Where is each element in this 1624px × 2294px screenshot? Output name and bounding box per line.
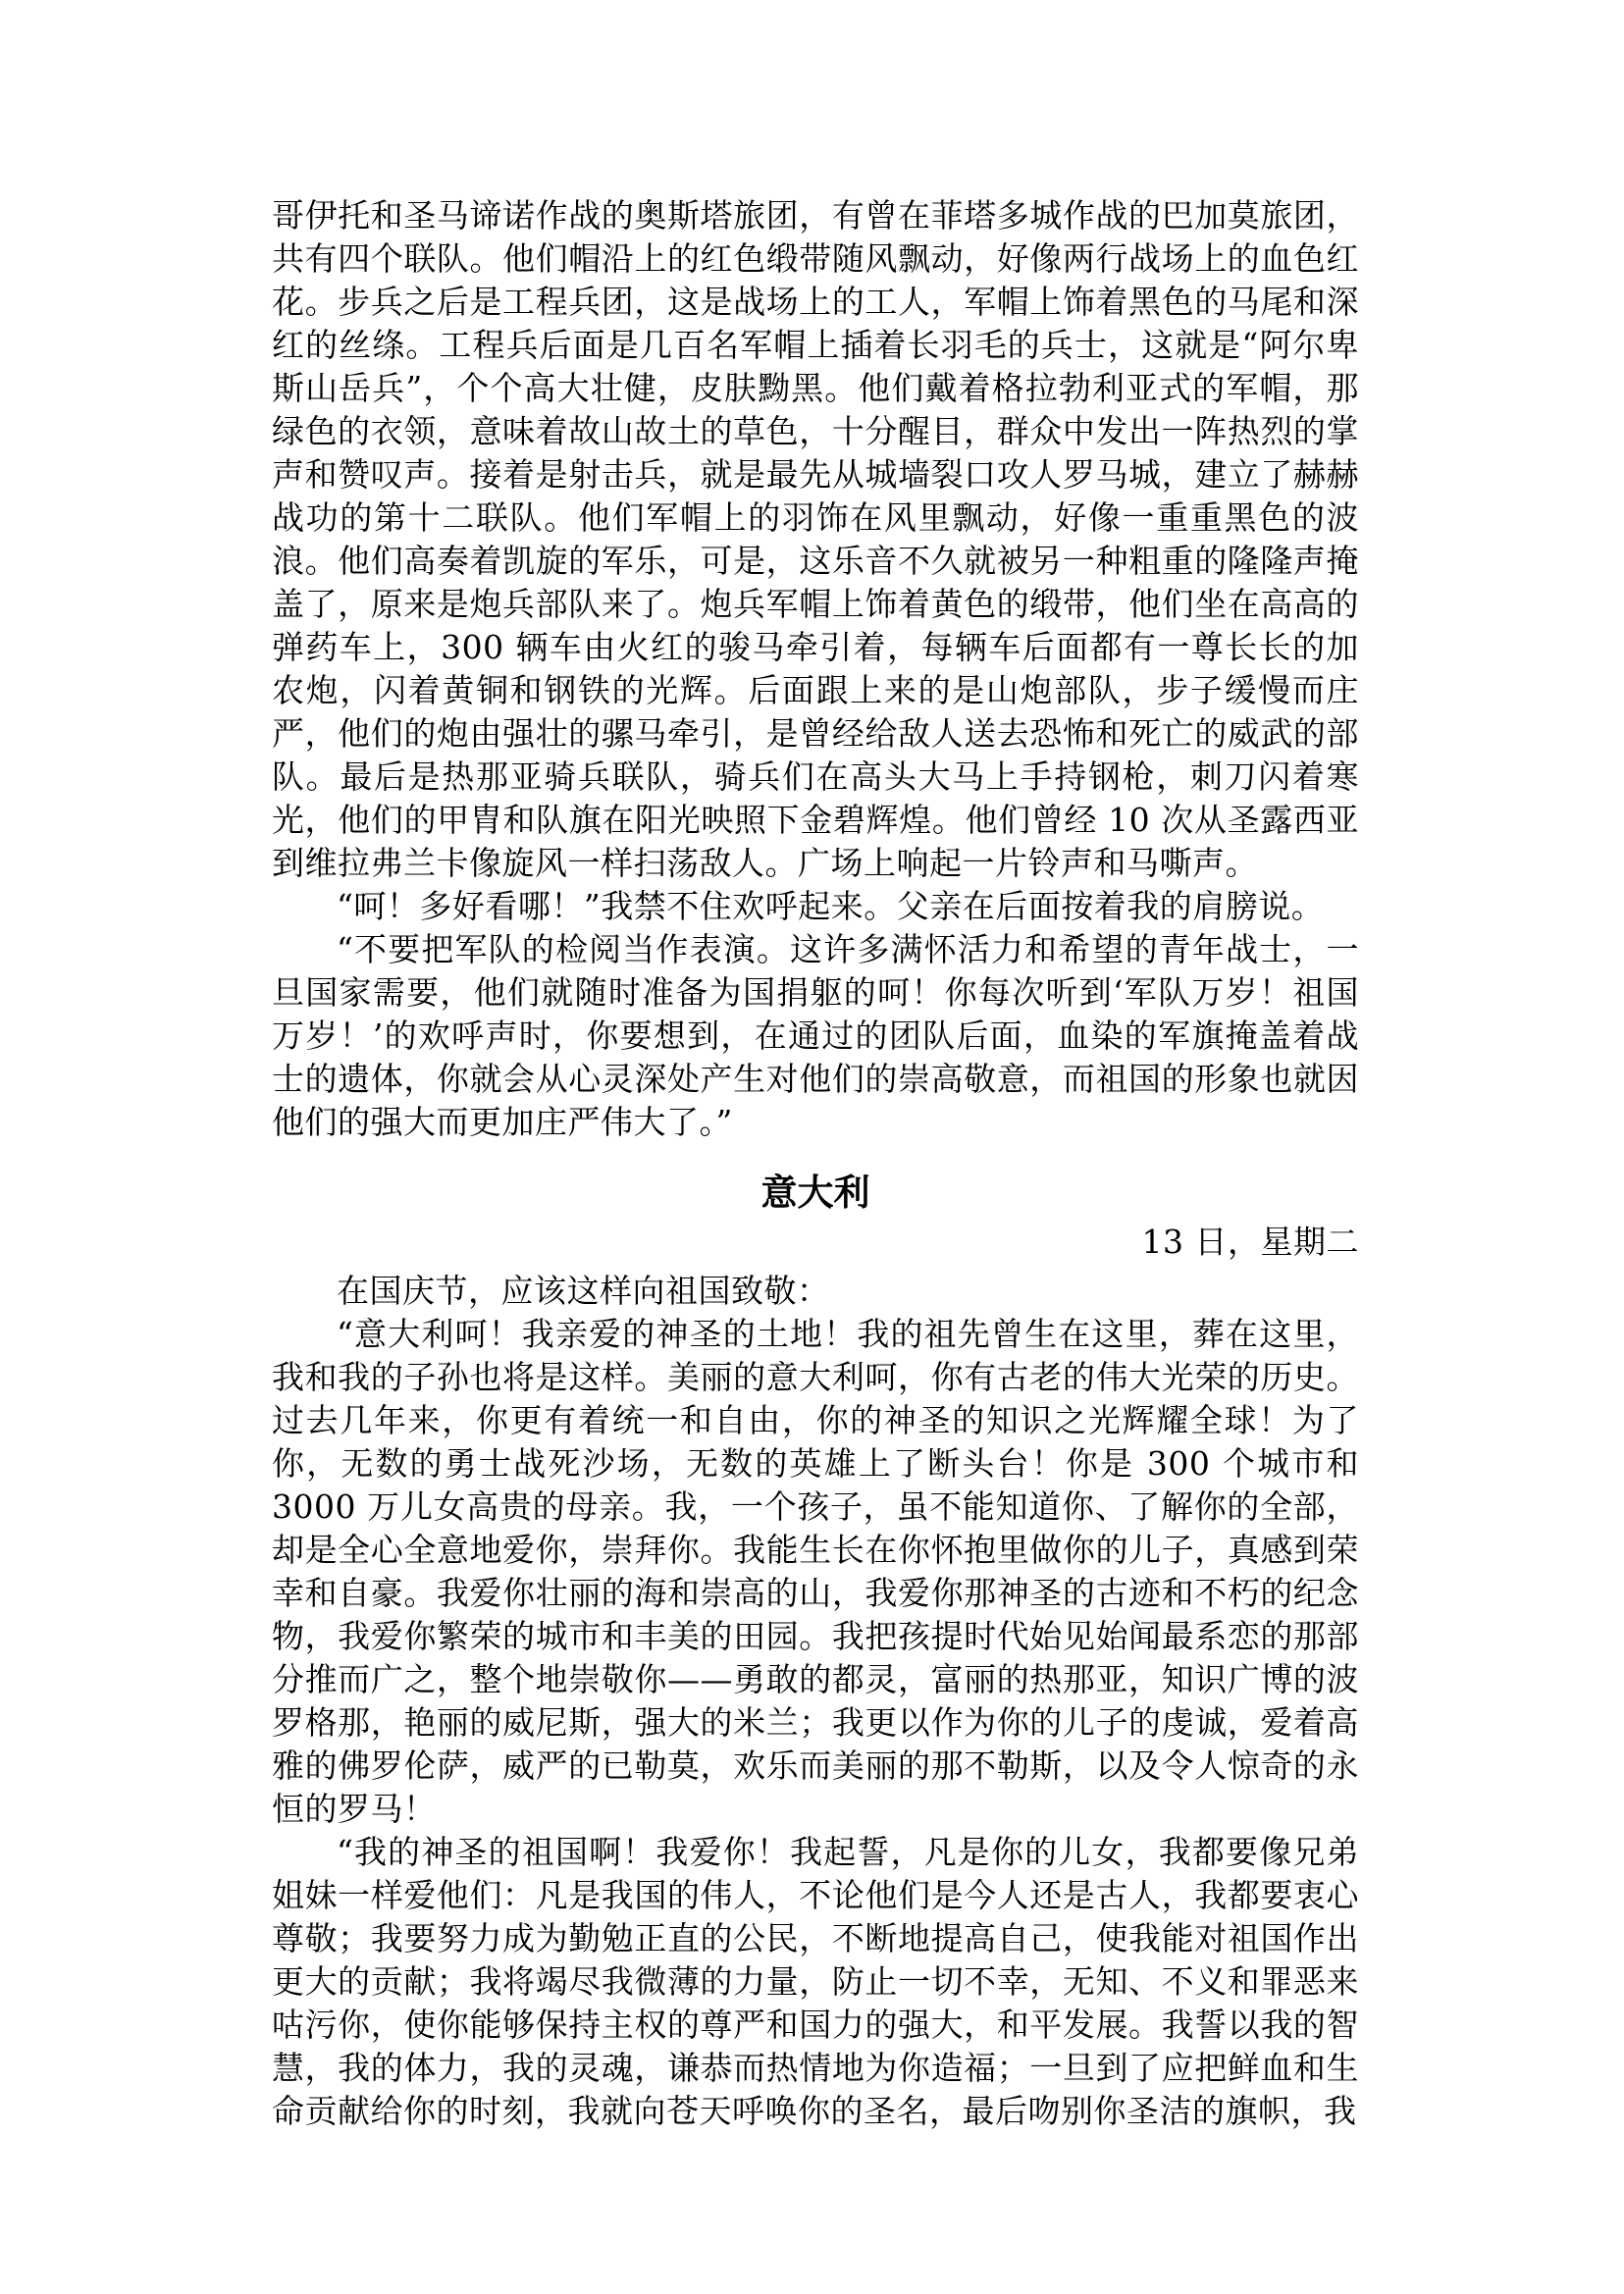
section-heading: 意大利 — [760, 1172, 870, 1214]
text-block — [272, 194, 1359, 2133]
paragraph: 在国庆节，应该这样向祖国致敬： — [337, 1272, 830, 1310]
paragraph: “意大利呵！我亲爱的神圣的土地！我的祖先曾生在这里，葬在这里，我和我的子孙也将是这样。美丽的意大利呵，你有古老的伟大光荣的历史。过去几年来，你更有着统一和自由，你的神圣的知识之光辉耀全球！为了你，无数的勇士战死沙场，无数的英雄上了断头台！你是 300 个城市和 3000 万儿女高贵的母亲。我，一个孩子，虽不能知道你、了解你的全部，却是全心全意地爱你，崇拜你。我能生长在你怀抱里做你的儿子，真感到荣幸和自豪。我爱你壮丽的海和崇高的山，我爱你那神圣的古迹和不朽的纪念物，我爱你繁荣的城市和丰美的田园。我把孩提时代始见始闻最系恋的那部分推而广之，整个地崇敬你——勇敢的都灵，富丽的热那亚，知识广博的波罗格那，艳丽的威尼斯，强大的米兰；我更以作为你的儿子的虔诚，爱着高雅的佛罗伦萨，威严的已勒莫，欢乐而美丽的那不勒斯，以及令人惊奇的永恒的罗马！ — [272, 1315, 1359, 1828]
date-line: 13 日，星期二 — [1141, 1223, 1359, 1261]
paragraph: “我的神圣的祖国啊！我爱你！我起誓，凡是你的儿女，我都要像兄弟姐妹一样爱他们：凡是我国的伟人，不论他们是今人还是古人，我都要衷心尊敬；我要努力成为勤勉正直的公民，不断地提高自己，使我能对祖国作出更大的贡献；我将竭尽我微薄的力量，防止一切不幸，无知、不义和罪恶来咕污你，使你能够保持主权的尊严和国力的强大，和平发展。我誓以我的智慧，我的体力，我的灵魂，谦恭而热情地为你造福；一旦到了应把鲜血和生命贡献给你的时刻，我就向苍天呼唤你的圣名，最后吻别你圣洁的旗帜，我 — [272, 1833, 1359, 2130]
paragraph: 哥伊托和圣马谛诺作战的奥斯塔旅团，有曾在菲塔多城作战的巴加莫旅团，共有四个联队。他们帽沿上的红色缎带随风飘动，好像两行战场上的血色红花。步兵之后是工程兵团，这是战场上的工人，军帽上饰着黑色的马尾和深红的丝绦。工程兵后面是几百名军帽上插着长羽毛的兵士，这就是“阿尔卑斯山岳兵”，个个高大壮健，皮肤黝黑。他们戴着格拉勃利亚式的军帽，那绿色的衣领，意味着故山故土的草色，十分醒目，群众中发出一阵热烈的掌声和赞叹声。接着是射击兵，就是最先从城墙裂口攻人罗马城，建立了赫赫战功的第十二联队。他们军帽上的羽饰在风里飘动，好像一重重黑色的波浪。他们高奏着凯旋的军乐，可是，这乐音不久就被另一种粗重的隆隆声掩盖了，原来是炮兵部队来了。炮兵军帽上饰着黄色的缎带，他们坐在高高的弹药车上，300 辆车由火红的骏马牵引着，每辆车后面都有一尊长长的加农炮，闪着黄铜和钢铁的光辉。后面跟上来的是山炮部队，步子缓慢而庄严，他们的炮由强壮的骡马牵引，是曾经给敌人送去恐怖和死亡的威武的部队。最后是热那亚骑兵联队，骑兵们在高头大马上手持钢枪，刺刀闪着寒光，他们的甲胄和队旗在阳光映照下金碧辉煌。他们曾经 10 次从圣露西亚到维拉弗兰卡像旋风一样扫荡敌人。广场上响起一片铃声和马嘶声。 — [272, 196, 1359, 882]
paragraph: “呵！多好看哪！”我禁不住欢呼起来。父亲在后面按着我的肩膀说。 — [337, 887, 1325, 925]
paragraph: “不要把军队的检阅当作表演。这许多满怀活力和希望的青年战士，一旦国家需要，他们就随时准备为国捐躯的呵！你每次听到‘军队万岁！祖国万岁！’的欢呼声时，你要想到，在通过的团队后面，血染的军旗掩盖着战士的遗体，你就会从心灵深处产生对他们的崇高敬意，而祖国的形象也就因他们的强大而更加庄严伟大了。” — [272, 930, 1359, 1141]
